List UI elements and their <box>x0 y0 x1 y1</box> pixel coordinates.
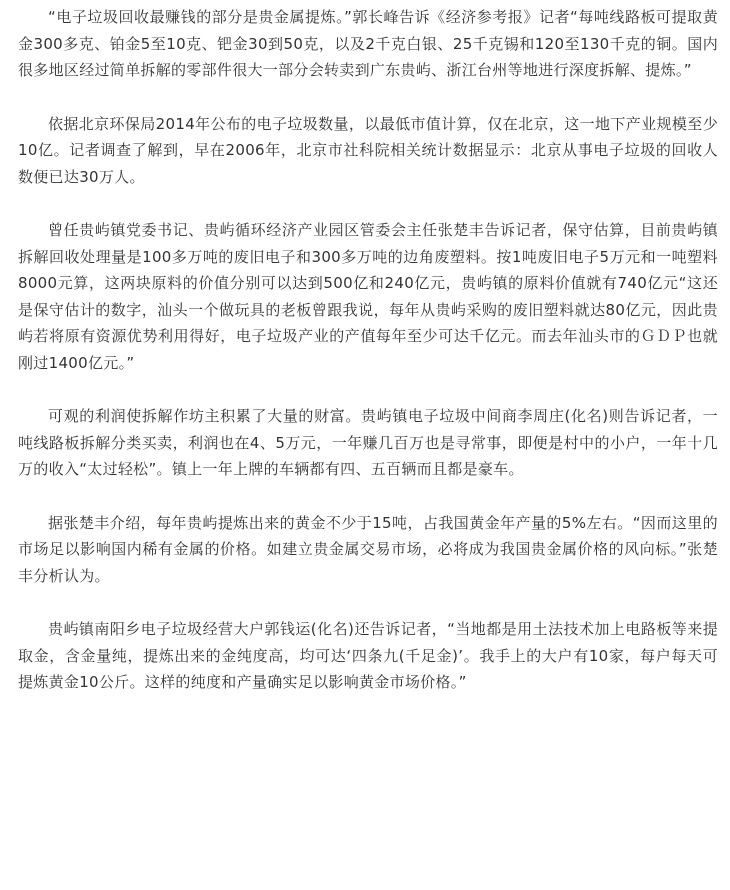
paragraph-guiyu-output-value: 曾任贵屿镇党委书记、贵屿循环经济产业园区管委会主任张楚丰告诉记者，保守估算，目前贵屿镇拆解回收处理量是100多万吨的废旧电子和300多万吨的边角废塑料。按1吨废旧电子5万元和一吨塑料8000元算，这两块原料的价值分别可以达到500亿和240亿元，贵屿镇的原料价值就有740亿元“这还是保守估计的数字，汕头一个做玩具的老板曾跟我说，每年从贵屿采购的废旧塑料就达80亿元，因此贵屿若将原有资源优势利用得好，电子垃圾产业的产值每年至少可达千亿元。而去年汕头市的ＧＤＰ也就刚过1400亿元。” <box>18 221 718 372</box>
paragraph-beijing-scale: 依据北京环保局2014年公布的电子垃圾数量，以最低市值计算，仅在北京，这一地下产业规模至少10亿。记者调查了解到，早在2006年，北京市社科院相关统计数据显示：北京从事电子垃圾的回收人数便已达30万人。 <box>18 114 718 186</box>
paragraph-workshop-wealth: 可观的利润使拆解作坊主积累了大量的财富。贵屿镇电子垃圾中间商李周庄(化名)则告诉记者，一吨线路板拆解分类买卖，利润也在4、5万元，一年赚几百万也是寻常事，即便是村中的小户，一年十几万的收入“太过轻松”。镇上一年上牌的车辆都有四、五百辆而且都是豪车。 <box>18 407 718 478</box>
paragraph-gold-production: 据张楚丰介绍，每年贵屿提炼出来的黄金不少于15吨，占我国黄金年产量的5%左右。“因而这里的市场足以影响国内稀有金属的价格。如建立贵金属交易市场，必将成为我国贵金属价格的风向标。”张楚丰分析认为。 <box>18 513 718 585</box>
paragraph-gold-purity: 贵屿镇南阳乡电子垃圾经营大户郭钱运(化名)还告诉记者，“当地都是用土法技术加上电路板等来提取金，含金量纯，提炼出来的金纯度高，均可达‘四条九(千足金)’。我手上的大户有10家，每户每天可提炼黄金10公斤。这样的纯度和产量确实足以影响黄金市场价格。” <box>18 620 718 691</box>
paragraph-precious-metals: “电子垃圾回收最赚钱的部分是贵金属提炼。”郭长峰告诉《经济参考报》记者“每吨线路板可提取黄金300多克、铂金5至10克、钯金30到50克，以及2千克白银、25千克锡和120至130千克的铜。国内很多地区经过简单拆解的零部件很大一部分会转卖到广东贵屿、浙江台州等地进行深度拆解、提炼。” <box>18 8 718 79</box>
